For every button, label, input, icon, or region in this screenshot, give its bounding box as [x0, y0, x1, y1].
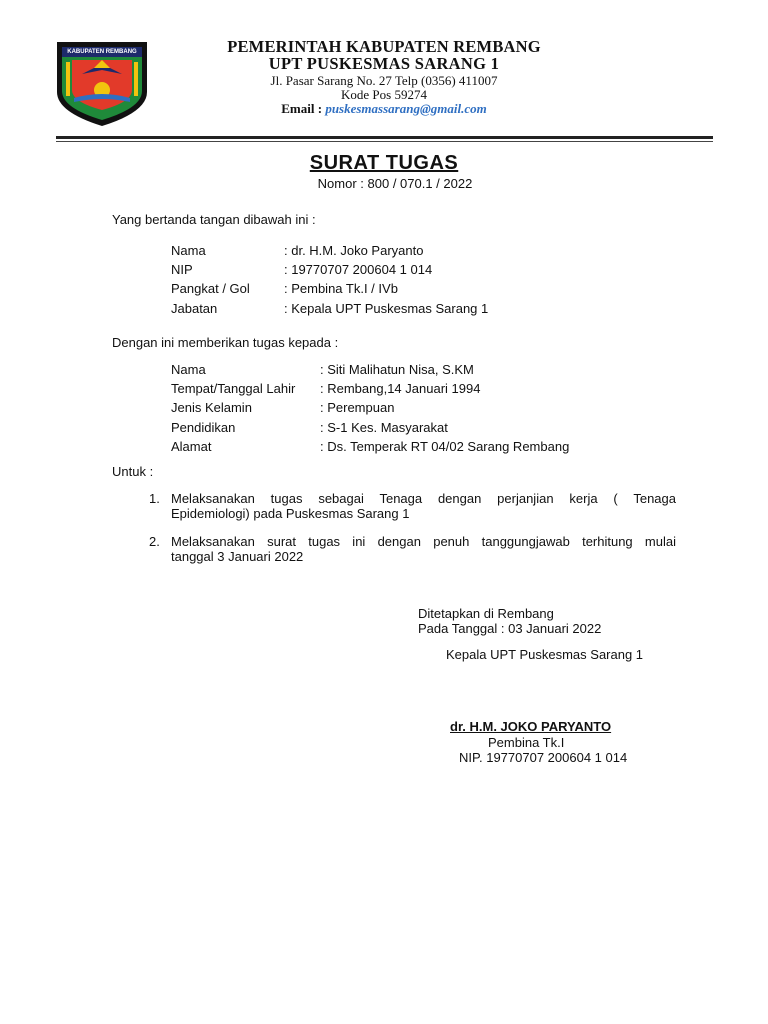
signer-value-name: : dr. H.M. Joko Paryanto [284, 243, 424, 258]
purpose-number-1: 1. [149, 491, 160, 506]
signer-intro: Yang bertanda tangan dibawah ini : [112, 212, 316, 227]
signer-value-nip: : 19770707 200604 1 014 [284, 262, 433, 277]
purpose-2-line2: tanggal 3 Januari 2022 [171, 549, 304, 564]
signer-label-name: Nama [171, 243, 206, 258]
purpose-number-2: 2. [149, 534, 160, 549]
closing-date: Pada Tanggal : 03 Januari 2022 [418, 621, 602, 636]
assignee-value-address: : Ds. Temperak RT 04/02 Sarang Rembang [320, 439, 570, 454]
signatory-name: dr. H.M. JOKO PARYANTO [450, 719, 612, 734]
purpose-2-line1: Melaksanakan surat tugas ini dengan penuh tanggungjawab terhitung mulai [171, 534, 676, 549]
letterhead-email [0, 101, 768, 117]
signer-label-nip: NIP [171, 262, 193, 277]
signatory-nip: NIP. 19770707 200604 1 014 [459, 750, 628, 765]
purpose-1-line1: Melaksanakan tugas sebagai Tenaga dengan perjanjian kerja ( Tenaga [171, 491, 676, 506]
signer-label-position: Jabatan [171, 301, 218, 316]
closing-position: Kepala UPT Puskesmas Sarang 1 [446, 647, 644, 662]
assignee-label-birth: Tempat/Tanggal Lahir [171, 381, 296, 396]
letterhead-line1: PEMERINTAH KABUPATEN REMBANG [227, 37, 541, 56]
letterhead-line2: UPT PUSKESMAS SARANG 1 [268, 54, 500, 73]
document-number: Nomor : 800 / 070.1 / 2022 [317, 176, 473, 191]
email-link[interactable]: puskesmassarang@gmail.com [325, 101, 487, 116]
signer-label-rank: Pangkat / Gol [171, 281, 250, 296]
signer-value-position: : Kepala UPT Puskesmas Sarang 1 [284, 301, 489, 316]
signatory-rank: Pembina Tk.I [488, 735, 565, 750]
closing-place: Ditetapkan di Rembang [418, 606, 554, 621]
letterhead-divider-thin [56, 141, 713, 142]
assignee-value-birth: : Rembang,14 Januari 1994 [320, 381, 481, 396]
letterhead-postcode: Kode Pos 59274 [341, 87, 427, 102]
assignee-value-education: : S-1 Kes. Masyarakat [320, 420, 448, 435]
assignment-intro: Dengan ini memberikan tugas kepada : [112, 335, 339, 350]
assignee-value-gender: : Perempuan [320, 400, 395, 415]
assignee-label-education: Pendidikan [171, 420, 236, 435]
document-title: SURAT TUGAS [309, 152, 459, 174]
assignee-label-gender: Jenis Kelamin [171, 400, 252, 415]
purpose-label: Untuk : [112, 464, 154, 479]
email-label: Email : [281, 101, 323, 116]
assignee-label-name: Nama [171, 362, 206, 377]
letterhead-divider-thick [56, 136, 713, 139]
logo-banner-text: KABUPATEN REMBANG [67, 49, 137, 55]
letterhead-address: Jl. Pasar Sarang No. 27 Telp (0356) 411007 [270, 73, 498, 88]
signer-value-rank: : Pembina Tk.I / IVb [284, 281, 398, 296]
assignee-label-address: Alamat [171, 439, 212, 454]
assignee-value-name: : Siti Malihatun Nisa, S.KM [320, 362, 474, 377]
purpose-1-line2: Epidemiologi) pada Puskesmas Sarang 1 [171, 506, 410, 521]
